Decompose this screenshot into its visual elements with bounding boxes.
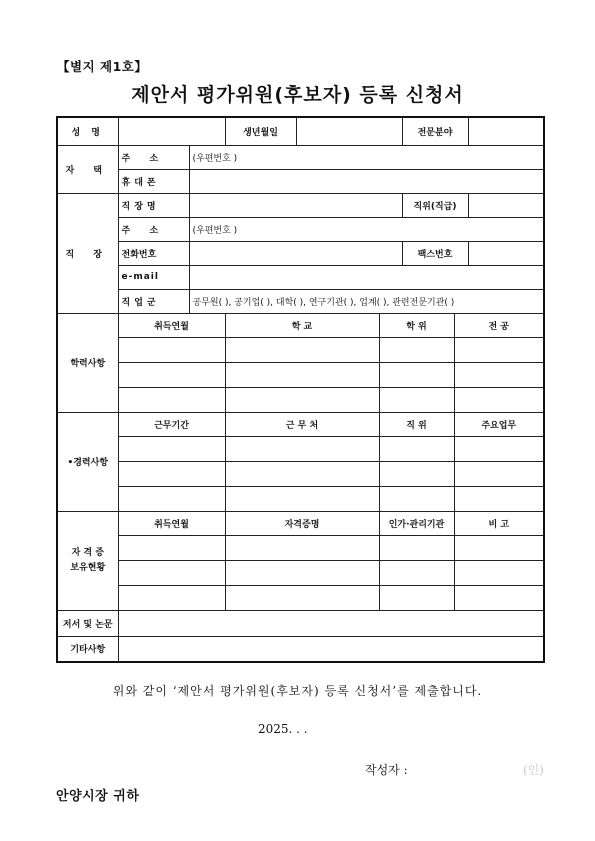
license-cell[interactable]: [379, 585, 454, 610]
education-cell[interactable]: [118, 337, 225, 362]
declaration-text: 위와 같이 ‘제안서 평가위원(후보자) 등록 신청서’를 제출합니다.: [112, 684, 483, 698]
birthdate-label: 생년월일: [225, 117, 296, 145]
education-cell[interactable]: [225, 337, 379, 362]
education-header-date: 취득연월: [118, 313, 225, 337]
license-header-remarks: 비 고: [454, 511, 544, 535]
license-section-label-line1: 자 격 증: [71, 547, 104, 558]
license-cell[interactable]: [225, 560, 379, 585]
email-field[interactable]: [189, 265, 544, 289]
education-header-degree: 학 위: [379, 313, 454, 337]
name-field[interactable]: [118, 117, 225, 145]
mobile-label: 휴대폰: [118, 169, 189, 193]
license-cell[interactable]: [225, 535, 379, 560]
fax-label: 팩스번호: [402, 241, 468, 265]
license-cell[interactable]: [379, 535, 454, 560]
career-cell[interactable]: [225, 461, 379, 486]
birthdate-field[interactable]: [296, 117, 402, 145]
company-name-label: 직장명: [118, 193, 189, 217]
career-header-workplace: 근 무 처: [225, 412, 379, 436]
license-header-name: 자격증명: [225, 511, 379, 535]
form-number-label: 【별지 제1호】: [57, 59, 148, 74]
education-cell[interactable]: [118, 387, 225, 412]
career-cell[interactable]: [454, 461, 544, 486]
career-cell[interactable]: [379, 486, 454, 511]
applicant-label: 작성자 :: [365, 763, 408, 777]
career-cell[interactable]: [454, 436, 544, 461]
license-cell[interactable]: [379, 560, 454, 585]
license-cell[interactable]: [118, 560, 225, 585]
career-cell[interactable]: [118, 486, 225, 511]
career-cell[interactable]: [118, 436, 225, 461]
document-title: 제안서 평가위원(후보자) 등록 신청서: [131, 84, 464, 106]
education-cell[interactable]: [379, 387, 454, 412]
career-header-position: 직 위: [379, 412, 454, 436]
career-header-duties: 주요업무: [454, 412, 544, 436]
application-form-table: [56, 116, 545, 663]
education-cell[interactable]: [454, 387, 544, 412]
career-cell[interactable]: [379, 436, 454, 461]
license-section-label-line2: 보유현황: [70, 562, 106, 573]
seal-mark: (인): [523, 763, 544, 777]
job-group-label: 직업군: [118, 289, 189, 313]
name-label: 성 명: [57, 117, 118, 145]
license-cell[interactable]: [454, 535, 544, 560]
license-section-label: [57, 511, 118, 610]
career-cell[interactable]: [225, 436, 379, 461]
specialty-label: 전문분야: [402, 117, 468, 145]
career-section-label: •경력사항: [57, 412, 118, 511]
etc-field[interactable]: [118, 636, 544, 662]
job-group-options[interactable]: 공무원( ), 공기업( ), 대학( ), 연구기관( ), 업계( ), 관련전문기관( ): [189, 289, 544, 313]
license-cell[interactable]: [118, 585, 225, 610]
work-address-field[interactable]: (우편번호 ): [189, 217, 544, 241]
license-cell[interactable]: [225, 585, 379, 610]
position-field[interactable]: [468, 193, 544, 217]
education-cell[interactable]: [454, 362, 544, 387]
career-cell[interactable]: [454, 486, 544, 511]
career-cell[interactable]: [379, 461, 454, 486]
work-section-label: 직 장: [57, 193, 118, 313]
work-address-label: 주 소: [118, 217, 189, 241]
education-cell[interactable]: [225, 387, 379, 412]
license-cell[interactable]: [454, 560, 544, 585]
career-cell[interactable]: [225, 486, 379, 511]
education-cell[interactable]: [379, 337, 454, 362]
publications-label: 저서 및 논문: [57, 610, 118, 636]
recipient-line: 안양시장 귀하: [56, 789, 140, 804]
publications-field[interactable]: [118, 610, 544, 636]
career-cell[interactable]: [118, 461, 225, 486]
mobile-field[interactable]: [189, 169, 544, 193]
home-section-label: 자 택: [57, 145, 118, 193]
email-label: e-mail: [118, 265, 189, 289]
phone-field[interactable]: [189, 241, 402, 265]
etc-label: 기타사항: [57, 636, 118, 662]
specialty-field[interactable]: [468, 117, 544, 145]
education-header-school: 학 교: [225, 313, 379, 337]
license-cell[interactable]: [454, 585, 544, 610]
education-cell[interactable]: [225, 362, 379, 387]
phone-label: 전화번호: [118, 241, 189, 265]
education-section-label: 학력사항: [57, 313, 118, 412]
home-address-label: 주 소: [118, 145, 189, 169]
license-cell[interactable]: [118, 535, 225, 560]
education-header-major: 전 공: [454, 313, 544, 337]
education-cell[interactable]: [379, 362, 454, 387]
license-header-authority: 인가·관리기관: [379, 511, 454, 535]
career-header-period: 근무기간: [118, 412, 225, 436]
position-label: 직위(직급): [402, 193, 468, 217]
license-header-date: 취득연월: [118, 511, 225, 535]
fax-field[interactable]: [468, 241, 544, 265]
education-cell[interactable]: [118, 362, 225, 387]
company-name-field[interactable]: [189, 193, 402, 217]
date-line: 2025. . .: [258, 722, 308, 736]
education-cell[interactable]: [454, 337, 544, 362]
home-address-field[interactable]: (우편번호 ): [189, 145, 544, 169]
